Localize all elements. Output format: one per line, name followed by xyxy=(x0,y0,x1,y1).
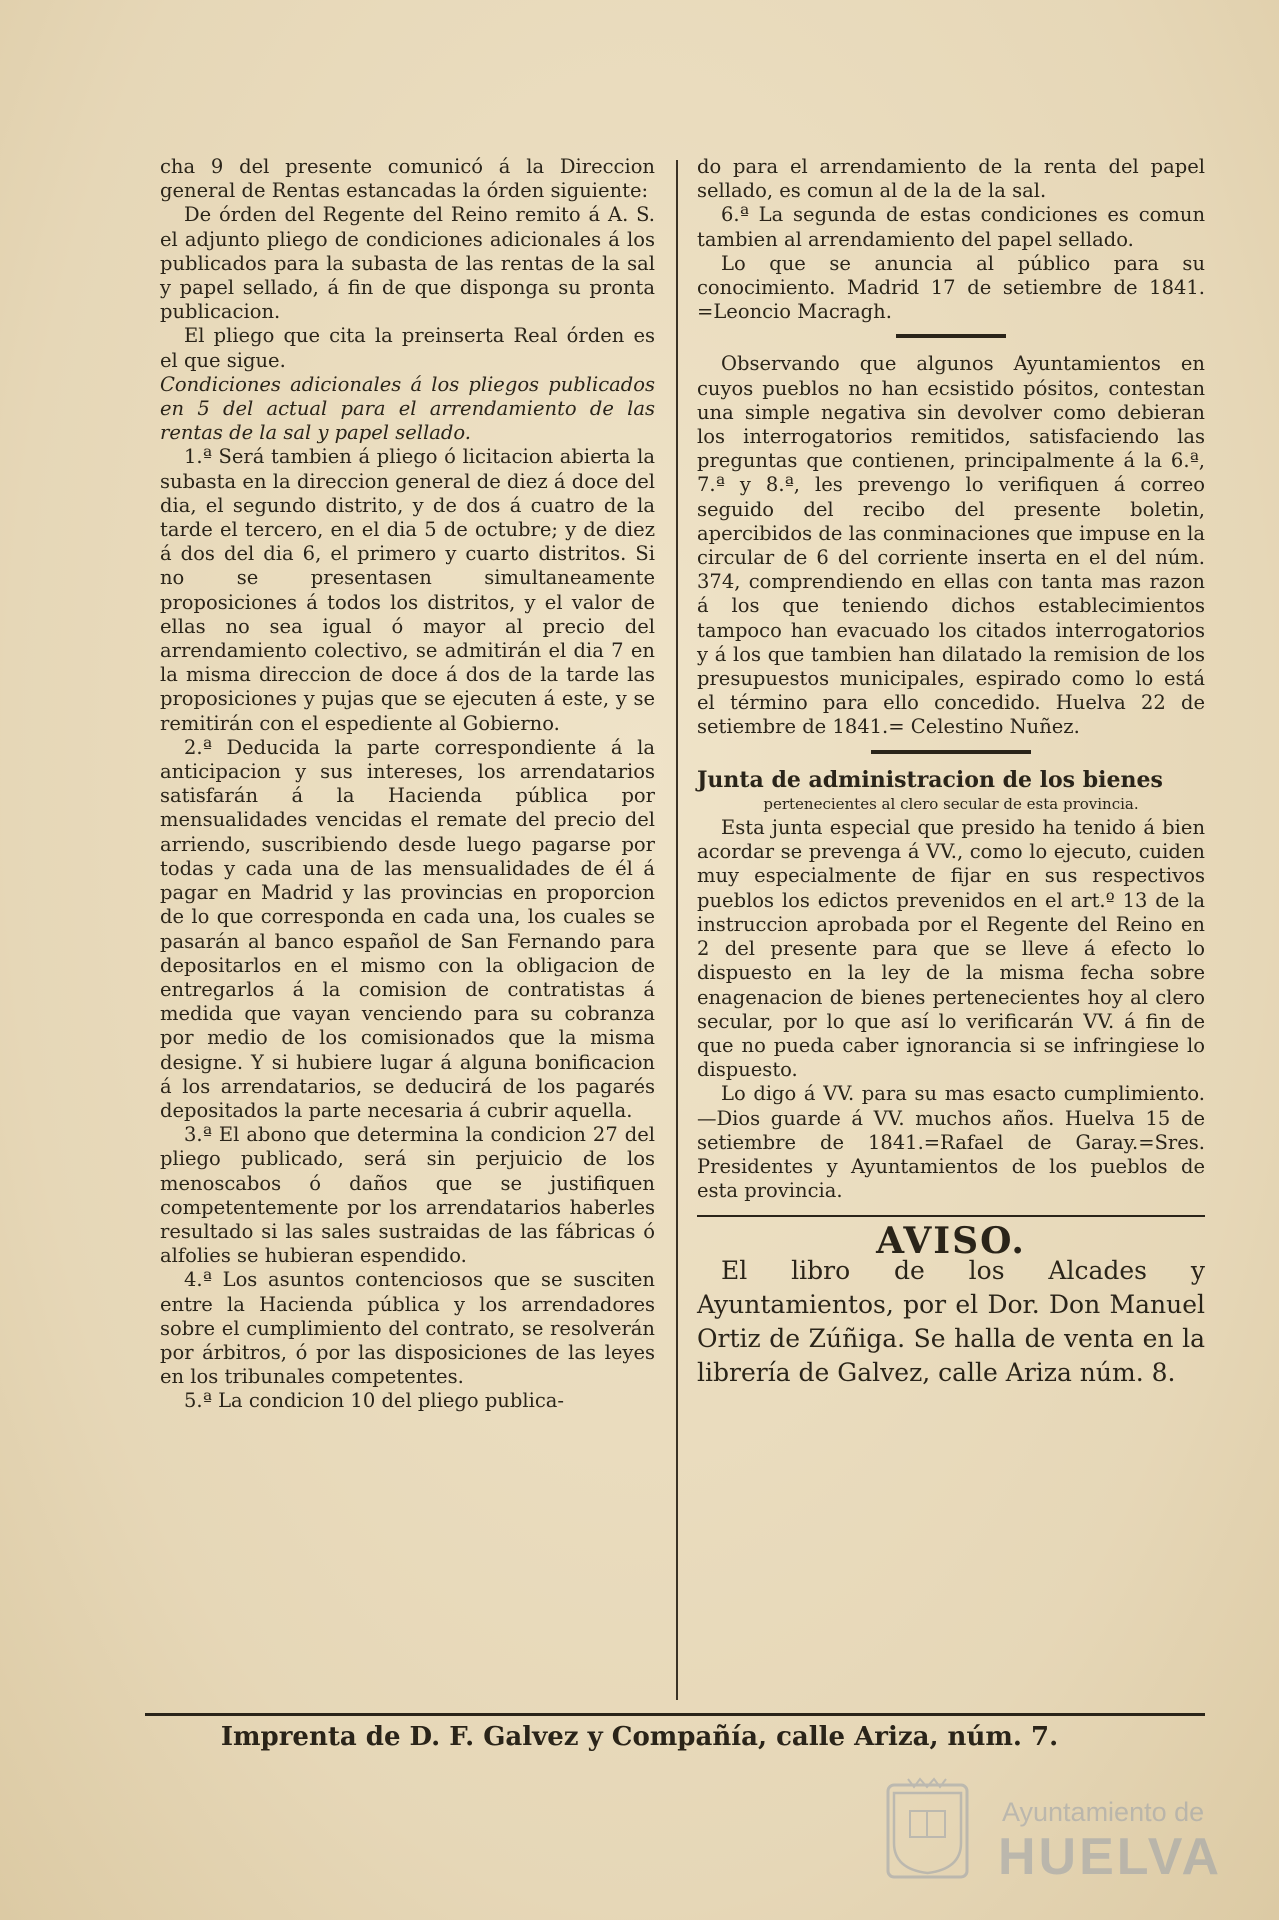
condition-2: 2.ª Deducida la parte correspondiente á la anticipacion y sus intereses, los arrendatarios satisfarán á la Hacienda pública por mensualidades vencidas el remate del precio del arriendo, suscribiendo desde luego pagarse por todas y cada una de las mensualidades de él á pagar en Madrid y las provincias en proporcion de lo que corresponda en cada una, los cuales se pasarán al banco español de San Fernando para depositarlos en el mismo con la obligacion de entregarlos á la comision de contratistas á medida que vayan venciendo para su cobranza por medio de los comisionados que la misma designe. Y si hubiere lugar á alguna bonificacion á los arrendatarios, se deducirá de los pagarés depositados la parte necesaria á cubrir aquella. xyxy=(160,735,655,1122)
ayuntamiento-watermark xyxy=(880,1775,1223,1886)
section-divider xyxy=(697,1215,1205,1217)
condition-1: 1.ª Será tambien á pliego ó licitacion abierta la subasta en la direccion general de diez á doce del dia, el segundo distrito, y de dos á cuatro de la tarde el tercero, en el dia 5 de octubre; y de diez á dos del dia 6, el primero y cuarto distritos. Si no se presentasen simultaneamente proposiciones á todos los distritos, y el valor de ellas no sea igual ó mayor al precio del arrendamiento colectivo, se admitirán el dia 7 en la misma direccion de doce á dos de la tarde las proposiciones y pujas que se ejecuten á este, y se remitirán con el espediente al Gobierno. xyxy=(160,445,655,735)
watermark-line2: HUELVA xyxy=(998,1828,1223,1886)
watermark-line1: Ayuntamiento de xyxy=(1002,1797,1205,1827)
section-divider xyxy=(896,334,1006,338)
section-divider xyxy=(871,750,1031,754)
aviso-title: AVISO. xyxy=(876,1220,1026,1263)
junta-title: Junta de administracion de los bienes xyxy=(697,766,1163,793)
junta-subtitle: pertenecientes al clero secular de esta provincia. xyxy=(763,794,1139,813)
right-column xyxy=(697,155,1205,1390)
condition-3: 3.ª El abono que determina la condicion 27 del pliego publicado, será sin perjuicio de los menoscabos ó daños que se justifiquen competentemente por los arrendatarios haberles resultado si las sales sustraidas de las fábricas ó alfolies se hubieran espendido. xyxy=(160,1123,655,1268)
footer-rule xyxy=(145,1713,1205,1716)
conditions-heading: Condiciones adicionales á los pliegos publicados en 5 del actual para el arrendamiento de las rentas de la sal y papel sellado. xyxy=(160,372,655,445)
condition-5: 5.ª La condicion 10 del pliego publica- xyxy=(184,1389,564,1413)
junta-signature: Lo digo á VV. para su mas esacto cumplimiento.—Dios guarde á VV. muchos años. Huelva 15 de setiembre de 1841.=Rafael de Garay.=Sres. Presidentes y Ayuntamientos de los pueblos de esta provincia. xyxy=(697,1082,1205,1203)
announcement-madrid: Lo que se anuncia al público para su conocimiento. Madrid 17 de setiembre de 1841. =Leoncio Macragh. xyxy=(697,251,1205,324)
column-divider xyxy=(676,160,678,1700)
order-paragraph: De órden del Regente del Reino remito á A. S. el adjunto pliego de condiciones adicionales á los publicados para la subasta de las rentas de la sal y papel sellado, á fin de que disponga su pronta publicacion. xyxy=(160,203,655,324)
opening-paragraph: cha 9 del presente comunicó á la Direccion general de Rentas estancadas la órden siguiente: xyxy=(160,155,655,203)
ayuntamientos-notice: Observando que algunos Ayuntamientos en cuyos pueblos no han ecsistido pósitos, contestan una simple negativa sin devolver como debieran los interrogatorios remitidos, satisfaciendo las preguntas que contienen, principalmente á la 6.ª, 7.ª y 8.ª, les prevengo lo verifiquen á correo seguido del recibo del presente boletin, apercibidos de las conminaciones que impuse en la circular de 6 del corriente inserta en el del núm. 374, comprendiendo en ellas con tanta mas razon á los que teniendo dichos establecimientos tampoco han evacuado los citados interrogatorios y á los que tambien han dilatado la remision de los presupuestos municipales, espirado como lo está el término para ello concedido. Huelva 22 de setiembre de 1841.= Celestino Nuñez. xyxy=(697,352,1205,739)
left-column xyxy=(160,155,655,1414)
junta-paragraph: Esta junta especial que presido ha tenido á bien acordar se prevenga á VV., como lo ejecuto, cuiden muy especialmente de fijar en sus respectivos pueblos los edictos prevenidos en el art.º 13 de la instruccion aprobada por el Regente del Reino en 2 del presente para que se lleve á efecto lo dispuesto en la ley de la misma fecha sobre enagenacion de bienes pertenecientes hoy al clero secular, por lo que así lo verificarán VV. á fin de que no pueda caber ignorancia si se infringiese lo dispuesto. xyxy=(697,816,1205,1082)
huelva-coat-of-arms-icon xyxy=(880,1775,975,1885)
imprint-line: Imprenta de D. F. Galvez y Compañía, calle Ariza, núm. 7. xyxy=(220,1722,1059,1752)
aviso-body: El libro de los Alcades y Ayuntamientos, por el Dor. Don Manuel Ortiz de Zúñiga. Se halla de venta en la librería de Galvez, calle Ariza núm. 8. xyxy=(697,1255,1205,1387)
pliego-paragraph: El pliego que cita la preinserta Real órden es el que sigue. xyxy=(160,324,655,372)
condition-4: 4.ª Los asuntos contenciosos que se susciten entre la Hacienda pública y los arrendadores sobre el cumplimiento del contrato, se resolverán por árbitros, ó por las disposiciones de las leyes en los tribunales competentes. xyxy=(160,1268,655,1389)
condition-6: 6.ª La segunda de estas condiciones es comun tambien al arrendamiento del papel sellado. xyxy=(697,203,1205,251)
continued-paragraph: do para el arrendamiento de la renta del papel sellado, es comun al de la de la sal. xyxy=(697,155,1205,203)
